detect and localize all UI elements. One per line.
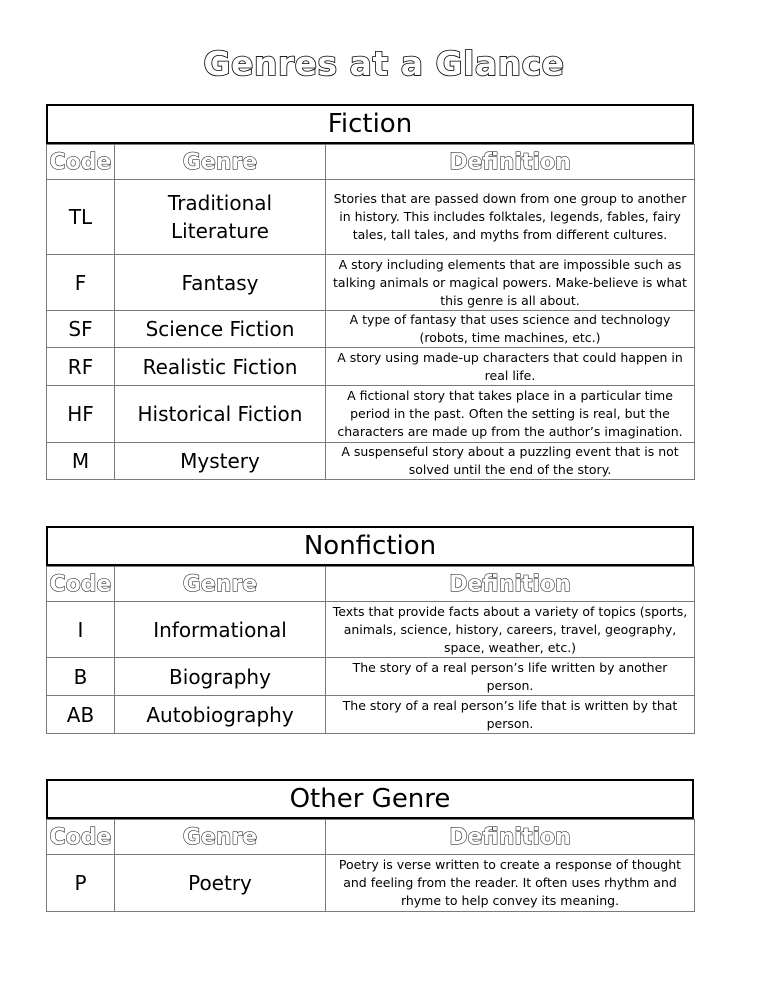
code-header: Code (47, 145, 115, 180)
section-banner (46, 104, 694, 144)
code-header: Code (47, 567, 115, 602)
table-row (47, 443, 695, 480)
table-row (47, 311, 695, 348)
genre-header: Genre (115, 567, 326, 602)
code-cell: B (47, 658, 115, 696)
genre-table (46, 566, 695, 734)
page-title: Genres at a Glance (203, 44, 565, 83)
definition-cell: A suspenseful story about a puzzling event that is not solved until the end of the story. (326, 443, 695, 480)
genre-cell: Informational (115, 602, 326, 658)
code-header: Code (47, 820, 115, 855)
genre-cell: Realistic Fiction (115, 348, 326, 386)
definition-cell: The story of a real person’s life written by another person. (326, 658, 695, 696)
code-cell: AB (47, 696, 115, 734)
genre-table (46, 144, 695, 480)
header-row (47, 145, 695, 180)
section-banner (46, 779, 694, 819)
nonfiction-section (46, 526, 694, 734)
table-row (47, 658, 695, 696)
fiction-section (46, 104, 694, 480)
definition-cell: A story including elements that are impossible such as talking animals or magical powers. Make-believe is what this genre is all about. (326, 255, 695, 311)
genre-header: Genre (115, 145, 326, 180)
code-cell: SF (47, 311, 115, 348)
definition-cell: A story using made-up characters that could happen in real life. (326, 348, 695, 386)
genre-cell: Mystery (115, 443, 326, 480)
definition-header: Definition (326, 145, 695, 180)
header-row (47, 820, 695, 855)
definition-cell: A fictional story that takes place in a particular time period in the past. Often the setting is real, but the characters are made up from the author’s imagination. (326, 386, 695, 443)
section-banner (46, 526, 694, 566)
section-title: Fiction (327, 109, 413, 139)
other-genre-section (46, 779, 694, 912)
code-cell: RF (47, 348, 115, 386)
definition-cell: Poetry is verse written to create a response of thought and feeling from the reader. It often uses rhythm and rhyme to help convey its meaning. (326, 855, 695, 912)
genre-cell: Poetry (115, 855, 326, 912)
definition-header: Definition (326, 567, 695, 602)
genre-cell: Autobiography (115, 696, 326, 734)
table-row (47, 386, 695, 443)
code-cell: I (47, 602, 115, 658)
definition-cell: The story of a real person’s life that is written by that person. (326, 696, 695, 734)
genre-cell: Traditional Literature (115, 180, 326, 255)
table-row (47, 855, 695, 912)
definition-cell: Stories that are passed down from one group to another in history. This includes folktales, legends, fables, fairy tales, tall tales, and myths from different cultures. (326, 180, 695, 255)
genre-cell: Science Fiction (115, 311, 326, 348)
table-row (47, 602, 695, 658)
code-cell: P (47, 855, 115, 912)
definition-cell: Texts that provide facts about a variety of topics (sports, animals, science, history, careers, travel, geography, space, weather, etc.) (326, 602, 695, 658)
genre-cell: Biography (115, 658, 326, 696)
code-cell: HF (47, 386, 115, 443)
section-title: Nonfiction (303, 531, 437, 561)
header-row (47, 567, 695, 602)
genre-table (46, 819, 695, 912)
code-cell: TL (47, 180, 115, 255)
code-cell: F (47, 255, 115, 311)
genre-cell: Fantasy (115, 255, 326, 311)
section-title: Other Genre (289, 784, 451, 814)
table-row (47, 348, 695, 386)
table-row (47, 180, 695, 255)
genre-header: Genre (115, 820, 326, 855)
table-row (47, 255, 695, 311)
code-cell: M (47, 443, 115, 480)
definition-header: Definition (326, 820, 695, 855)
definition-cell: A type of fantasy that uses science and technology (robots, time machines, etc.) (326, 311, 695, 348)
genre-cell: Historical Fiction (115, 386, 326, 443)
table-row (47, 696, 695, 734)
